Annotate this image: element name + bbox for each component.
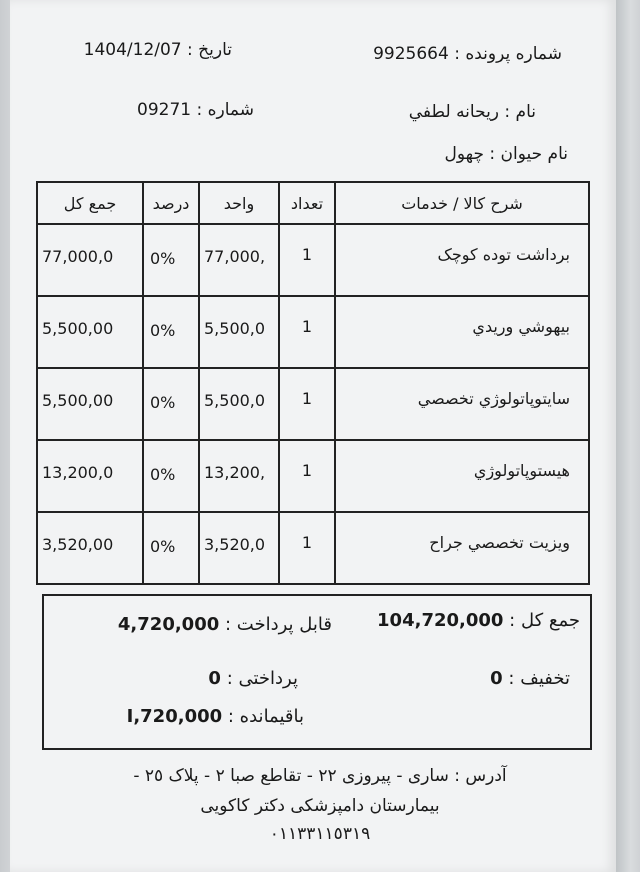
row-unit: 13,200, <box>199 440 279 512</box>
row-description: ويزيت تخصصي جراح <box>335 512 589 584</box>
name-value: ريحانه لطفي <box>408 102 500 122</box>
total-label: جمع کل : <box>509 610 580 631</box>
animal-label: نام حيوان : <box>489 144 568 164</box>
remaining-label: باقيمانده : <box>227 706 304 727</box>
col-header-description: شرح کالا / خدمات <box>335 182 589 224</box>
remaining-row <box>127 706 304 727</box>
number-row <box>137 100 254 120</box>
file-number-value: 9925664 <box>373 44 449 64</box>
paid-row <box>208 668 298 689</box>
discount-row <box>490 668 570 689</box>
payable-row <box>118 614 332 635</box>
paid-label: پرداختی : <box>226 668 298 689</box>
name-row <box>409 102 536 122</box>
row-qty: 1 <box>279 224 335 296</box>
row-unit: 77,000, <box>199 224 279 296</box>
discount-label: تخفيف : <box>508 668 570 689</box>
animal-value: چهول <box>444 144 484 164</box>
total-value: 104,720,000 <box>377 610 504 631</box>
remaining-value: I,720,000 <box>126 706 223 727</box>
col-header-percent: درصد <box>143 182 199 224</box>
row-total: 5,500,00 <box>37 368 143 440</box>
row-total: 13,200,0 <box>37 440 143 512</box>
number-value: 09271 <box>137 100 192 120</box>
row-description: سايتوپاتولوژي تخصصي <box>335 368 589 440</box>
footer-phone: ٠١١٣٣١١٥٣١٩ <box>269 824 371 844</box>
row-qty: 1 <box>279 368 335 440</box>
summary-box <box>42 594 592 750</box>
row-total: 3,520,00 <box>37 512 143 584</box>
row-qty: 1 <box>279 512 335 584</box>
row-unit: 5,500,0 <box>199 296 279 368</box>
table-row <box>37 440 589 512</box>
date-label: تاریخ : <box>187 40 232 60</box>
file-number-label: شماره پرونده : <box>454 44 562 64</box>
animal-row <box>445 144 569 164</box>
col-header-qty: تعداد <box>279 182 335 224</box>
total-row <box>377 610 580 631</box>
file-number-row <box>373 44 562 64</box>
row-percent: 0% <box>143 512 199 584</box>
col-header-total: جمع کل <box>37 182 143 224</box>
row-percent: 0% <box>143 296 199 368</box>
row-description: بيهوشي وريدي <box>335 296 589 368</box>
row-unit: 5,500,0 <box>199 368 279 440</box>
table-row <box>37 296 589 368</box>
footer-address: آدرس : ساری - پيروزی ٢٢ - تقاطع صبا ٢ - پلاک ٢٥ - <box>133 766 507 786</box>
number-label: شماره : <box>196 100 254 120</box>
row-qty: 1 <box>279 440 335 512</box>
table-row <box>37 224 589 296</box>
payable-label: قابل پرداخت : <box>225 614 332 635</box>
row-description: برداشت توده کوچک <box>335 224 589 296</box>
date-value: 1404/12/07 <box>83 40 182 60</box>
row-qty: 1 <box>279 296 335 368</box>
discount-value: 0 <box>490 668 503 689</box>
row-description: هيستوپاتولوژي <box>335 440 589 512</box>
row-percent: 0% <box>143 224 199 296</box>
row-unit: 3,520,0 <box>199 512 279 584</box>
col-header-unit: واحد <box>199 182 279 224</box>
row-percent: 0% <box>143 440 199 512</box>
row-total: 77,000,0 <box>37 224 143 296</box>
table-row <box>37 368 589 440</box>
table-row <box>37 512 589 584</box>
footer-hospital: بيمارستان دامپزشکی دکتر کاکويی <box>200 796 440 816</box>
date-row <box>84 40 232 60</box>
table-header-row <box>37 182 589 224</box>
paper-edge <box>616 0 640 872</box>
payable-value: 4,720,000 <box>117 614 220 635</box>
items-table <box>36 181 590 585</box>
paid-value: 0 <box>208 668 221 689</box>
row-percent: 0% <box>143 368 199 440</box>
row-total: 5,500,00 <box>37 296 143 368</box>
name-label: نام : <box>504 102 536 122</box>
